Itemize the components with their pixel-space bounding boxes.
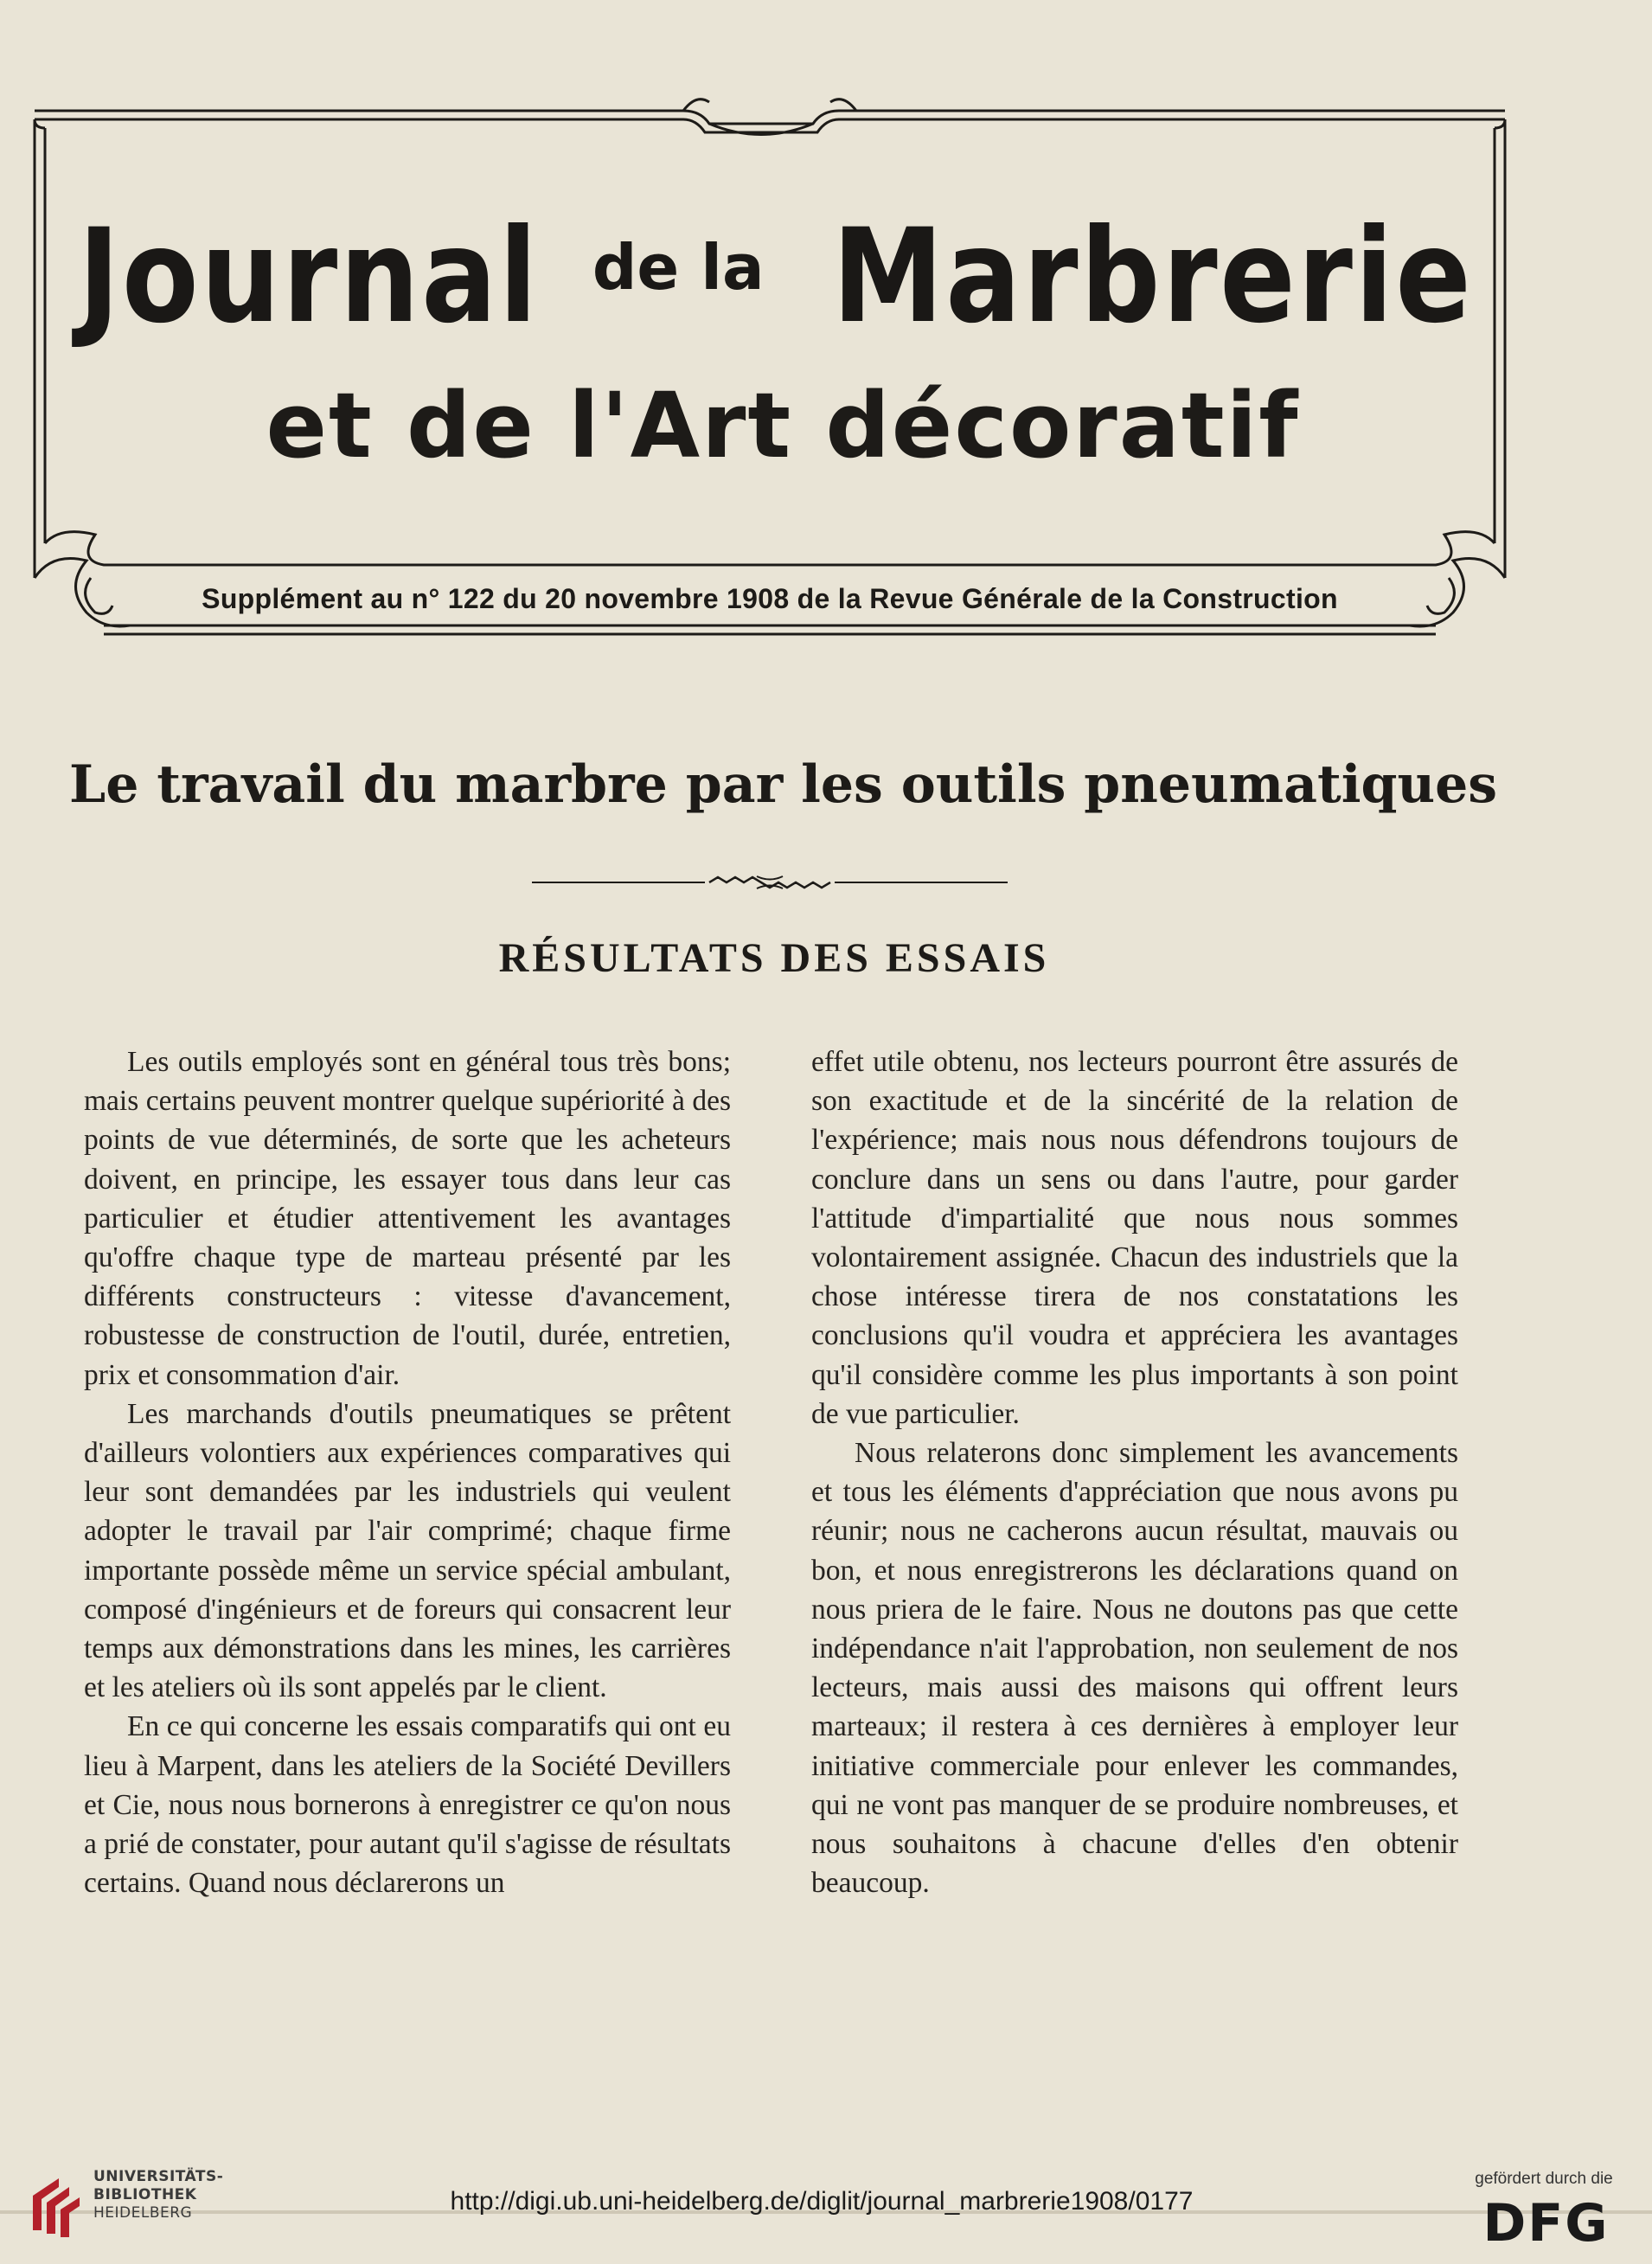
left-column — [84, 1042, 731, 1902]
right-column — [811, 1042, 1458, 1902]
paragraph: Les marchands d'outils pneumatiques se prêtent d'ailleurs volontiers aux expériences comparatives qui leur sont demandées par les industriels qui veulent adopter le travail par l'air comprimé; chaque firme importante possède même un service spécial ambulant, composé d'ingénieurs et de foreurs qui consacrent leur temps aux démonstrations dans les mines, les carrières et les ateliers où ils sont appelés par le client. — [84, 1397, 731, 1704]
masthead-frame — [26, 93, 1518, 647]
digital-library-link[interactable]: http://digi.ub.uni-heidelberg.de/diglit/journal_marbrerie1908/0177 — [450, 2187, 1194, 2216]
supplement-line: Supplément au n° 122 du 20 novembre 1908 de la Revue Générale de la Construction — [202, 583, 1338, 614]
paragraph: effet utile obtenu, nos lecteurs pourront être assurés de son exactitude et de la sincérité de la relation de l'expérience; mais nous nous défendrons toujours de conclure dans un sens ou dans l'autre, pour garder l'attitude d'impartialité que nous nous sommes volontairement assignée. Chacun des industriels que la chose intéresse tirera de nos constatations les conclusions qu'il voudra et appréciera les avantages qu'il considère comme les plus importants à son point de vue particulier. — [811, 1046, 1458, 1430]
funding-note: gefördert durch die — [1475, 2170, 1613, 2188]
university-library-name — [93, 2168, 266, 2222]
university-library-logo-icon — [24, 2170, 86, 2241]
section-heading: RÉSULTATS DES ESSAIS — [498, 935, 1050, 981]
masthead-title-journal: Journal — [78, 202, 540, 352]
masthead-subtitle: et de l'Art décoratif — [266, 373, 1300, 478]
library-name-line: BIBLIOTHEK — [93, 2186, 197, 2203]
library-name-line: UNIVERSITÄTS- — [93, 2168, 224, 2185]
article-headline: Le travail du marbre par les outils pneumatiques — [69, 754, 1498, 815]
masthead-title-marbrerie: Marbrerie — [831, 202, 1473, 352]
dfg-logo: DFG — [1482, 2193, 1610, 2254]
paragraph: En ce qui concerne les essais comparatifs qui ont eu lieu à Marpent, dans les ateliers de la Société Devillers et Cie, nous nous bornerons à enregistrer ce qu'on nous a prié de constater, pour autant qu'il s'agisse de résultats certains. Quand nous déclarerons un — [84, 1710, 731, 1900]
library-name-line: HEIDELBERG — [93, 2204, 193, 2222]
masthead-title-de-la: de la — [592, 231, 765, 304]
paragraph: Les outils employés sont en général tous très bons; mais certains peuvent montrer quelque supériorité à des points de vue déterminés, de sorte que les acheteurs doivent, en principe, les essayer tous dans leur cas particulier et étudier attentivement les avantages qu'offre chaque type de marteau présenté par les différents constructeurs : vitesse d'avancement, robustesse de construction de l'outil, durée, entretien, prix et consommation d'air. — [84, 1046, 731, 1391]
masthead-title — [78, 190, 1483, 352]
paragraph: Nous relaterons donc simplement les avancements et tous les éléments d'appréciation que nous avons pu réunir; nous ne cacherons aucun résultat, mauvais ou bon, et nous enregistrerons les déclarations quand on nous priera de le faire. Nous ne doutons pas que cette indépendance n'ait l'approbation, non seulement de nos lecteurs, mais aussi des maisons qui offrent leurs marteaux; il restera à ces dernières à employer leur initiative commerciale pour enlever les commandes, qui ne vont pas manquer de se produire nombreuses, et nous souhaitons à chacune d'elles d'en obtenir beaucoup. — [811, 1437, 1458, 1900]
divider-ornament-icon — [532, 869, 1008, 895]
